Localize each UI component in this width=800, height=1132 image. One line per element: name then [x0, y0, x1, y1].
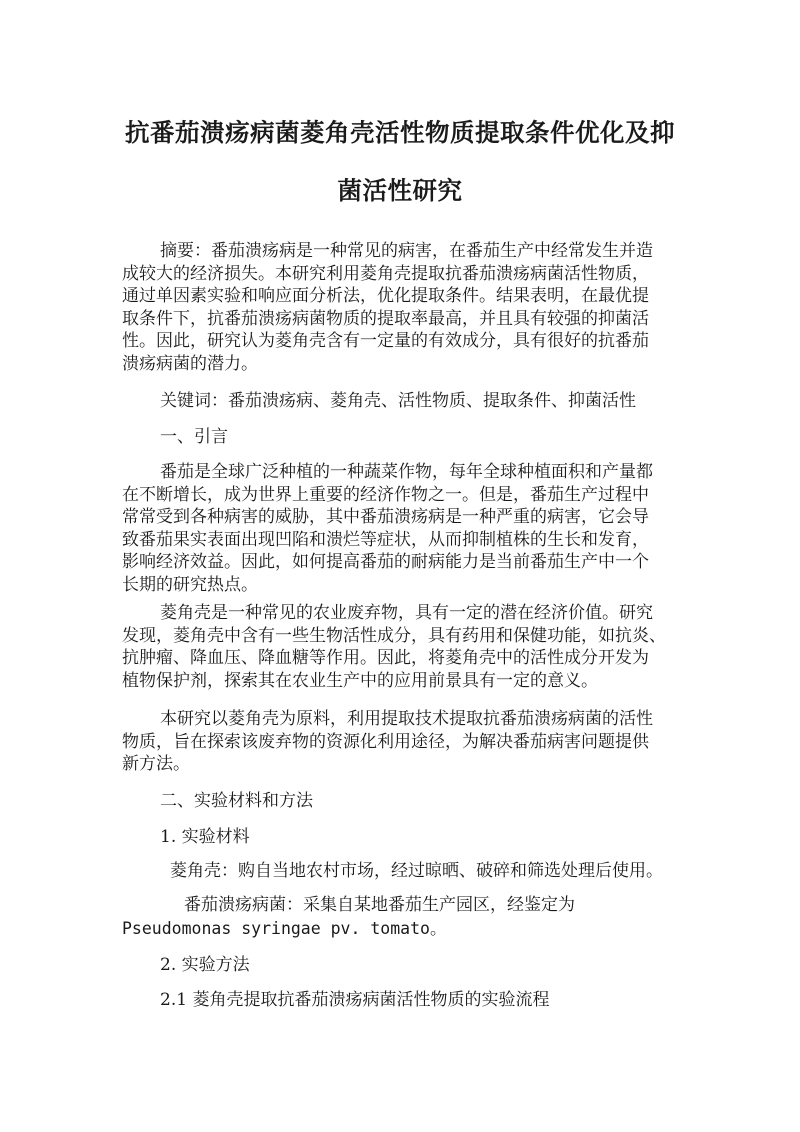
section-heading-text: 二、实验材料和方法 — [160, 791, 313, 811]
paragraph-line: 番茄是全球广泛种植的一种蔬菜作物，每年全球种植面积和产量都 — [160, 462, 653, 482]
material-text: 菱角壳：购自当地农村市场，经过晾晒、破碎和筛选处理后使用。 — [170, 861, 663, 881]
material-item-pathogen — [122, 894, 682, 940]
abstract-paragraph — [122, 240, 682, 375]
paragraph-line: 致番茄果实表面出现凹陷和溃烂等症状，从而抑制植株的生长和发育， — [122, 529, 649, 550]
keywords-line — [122, 390, 682, 413]
paragraph-line: 物质，旨在探索该废弃物的资源化利用途径，为解决番茄病害问题提供 — [122, 731, 649, 752]
paragraph-line: 菱角壳是一种常见的农业废弃物，具有一定的潜在经济价值。研究 — [160, 603, 653, 623]
subheading-method-2-1 — [122, 989, 682, 1012]
subheading-materials — [122, 826, 682, 849]
paragraph-line: 新方法。 — [122, 754, 190, 774]
keywords-text: 关键词：番茄溃疡病、菱角壳、活性物质、提取条件、抑菌活性 — [160, 391, 636, 411]
paragraph-line: 常常受到各种病害的威胁，其中番茄溃疡病是一种严重的病害，它会导 — [122, 507, 649, 527]
abstract-line: 溃疡病菌的潜力。 — [122, 353, 258, 374]
subheading-methods — [122, 954, 682, 977]
material-text: 番茄溃疡病菌：采集自某地番茄生产园区，经鉴定为 — [184, 895, 575, 915]
section-heading-introduction — [122, 426, 682, 449]
paragraph-line: 影响经济效益。因此，如何提高番茄的耐病能力是当前番茄生产中一个 — [122, 552, 649, 572]
abstract-line: 成较大的经济损失。本研究利用菱角壳提取抗番茄溃疡病菌活性物质， — [122, 263, 649, 284]
subheading-text: 1. 实验材料 — [160, 827, 250, 847]
abstract-line: 摘要：番茄溃疡病是一种常见的病害，在番茄生产中经常发生并造 — [160, 241, 653, 261]
abstract-line: 取条件下，抗番茄溃疡病菌物质的提取率最高，并且具有较强的抑菌活 — [122, 308, 649, 329]
material-text-latin: Pseudomonas syringae pv. tomato。 — [122, 918, 447, 938]
paragraph-line: 发现，菱角壳中含有一些生物活性成分，具有药用和保健功能，如抗炎、 — [122, 625, 666, 646]
section-heading-text: 一、引言 — [160, 427, 228, 447]
paper-title-line-1: 抗番茄溃疡病菌菱角壳活性物质提取条件优化及抑 — [125, 118, 675, 147]
abstract-line: 通过单因素实验和响应面分析法，优化提取条件。结果表明，在最优提 — [122, 286, 649, 306]
subheading-text: 2.1 菱角壳提取抗番茄溃疡病菌活性物质的实验流程 — [160, 990, 550, 1010]
paragraph-line: 长期的研究热点。 — [122, 574, 258, 595]
intro-paragraph-2 — [122, 602, 682, 692]
paragraph-line: 植物保护剂，探索其在农业生产中的应用前景具有一定的意义。 — [122, 670, 598, 691]
intro-paragraph-1 — [122, 461, 682, 596]
abstract-line: 性。因此，研究认为菱角壳含有一定量的有效成分，具有很好的抗番茄 — [122, 331, 649, 351]
paper-title-line-2: 菌活性研究 — [337, 176, 463, 205]
paragraph-line: 抗肿瘤、降血压、降血糖等作用。因此，将菱角壳中的活性成分开发为 — [122, 648, 649, 668]
intro-paragraph-3 — [122, 708, 682, 776]
section-heading-materials-methods — [122, 790, 682, 813]
paragraph-line: 在不断增长，成为世界上重要的经济作物之一。但是，番茄生产过程中 — [122, 484, 649, 505]
material-item-water-caltrop-shell — [122, 860, 682, 883]
paragraph-line: 本研究以菱角壳为原料，利用提取技术提取抗番茄溃疡病菌的活性 — [160, 709, 653, 729]
subheading-text: 2. 实验方法 — [160, 955, 250, 975]
